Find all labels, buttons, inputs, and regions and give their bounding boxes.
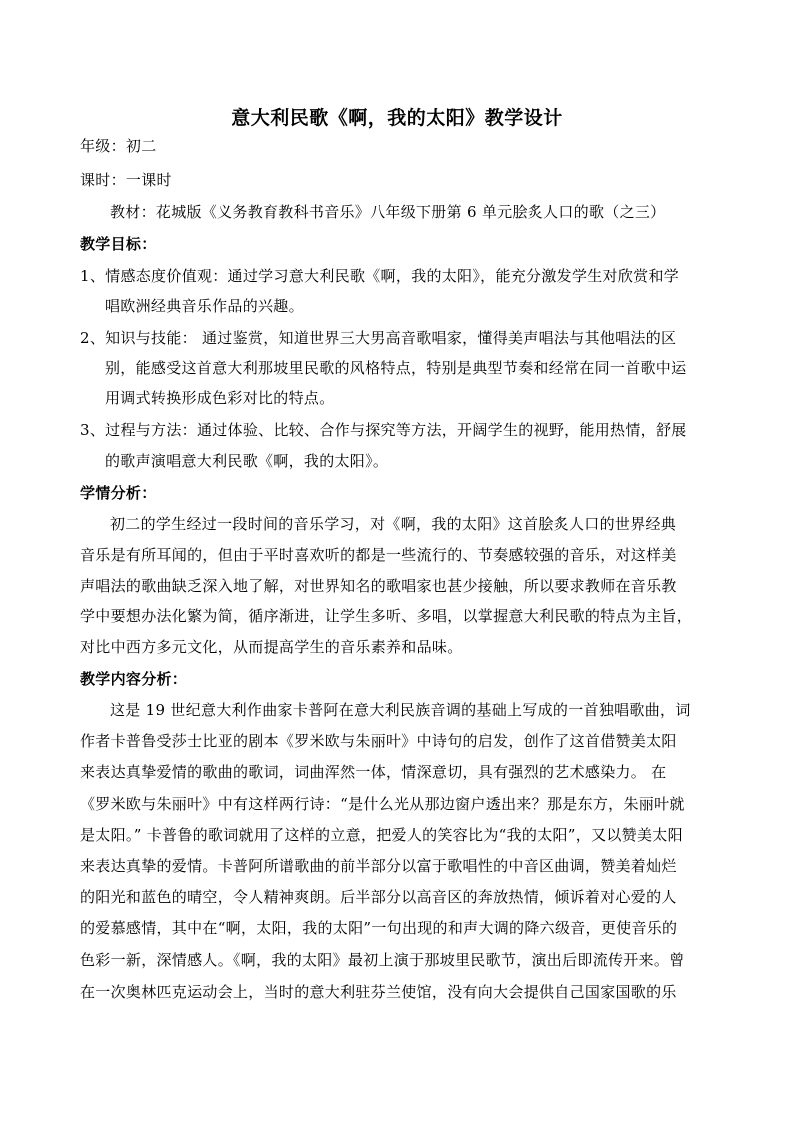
content-line-2: 作者卡普鲁受莎士比亚的剧本《罗米欧与朱丽叶》中诗句的启发，创作了这首借赞美太阳 xyxy=(80,732,677,750)
goal-3-line-2: 的歌声演唱意大利民歌《啊，我的太阳》。 xyxy=(105,452,389,470)
goals-heading: 教学目标： xyxy=(80,235,157,253)
content-line-9: 色彩一新，深情感人。《啊，我的太阳》最初上演于那坡里民歌节，演出后即流传开来。曾 xyxy=(80,951,685,969)
students-line-4: 学中要想办法化繁为简，循序渐进，让学生多听、多唱，以掌握意大利民歌的特点为主旨， xyxy=(80,607,693,625)
goal-2-line-2: 别，能感受这首意大利那坡里民歌的风格特点，特别是典型节奏和经常在同一首歌中运 xyxy=(105,359,687,377)
content-line-3: 来表达真挚爱情的歌曲的歌词，词曲浑然一体，情深意切，具有强烈的艺术感染力。 在 xyxy=(80,763,667,781)
document-title: 意大利民歌《啊，我的太阳》教学设计 xyxy=(231,107,563,129)
goal-1-line-2: 唱欧洲经典音乐作品的兴趣。 xyxy=(105,297,304,315)
students-line-5: 对比中西方多元文化，从而提高学生的音乐素养和品味。 xyxy=(80,638,463,656)
content-line-4: 《罗米欧与朱丽叶》中有这样两行诗：“是什么光从那边窗户透出来？那是东方，朱丽叶就 xyxy=(80,795,685,813)
goal-1-line-1: 1、情感态度价值观：通过学习意大利民歌《啊，我的太阳》，能充分激发学生对欣赏和学 xyxy=(80,267,680,285)
students-heading: 学情分析： xyxy=(80,484,157,502)
students-line-2: 音乐是有所耳闻的，但由于平时喜欢听的都是一些流行的、节奏感较强的音乐，对这样美 xyxy=(80,546,677,564)
textbook-line: 教材：花城版《义务教育教科书音乐》八年级下册第 6 单元脍炙人口的歌（之三） xyxy=(110,203,666,221)
content-line-7: 的阳光和蓝色的晴空，令人精神爽朗。后半部分以高音区的奔放热情，倾诉着对心爱的人 xyxy=(80,888,677,906)
students-line-1: 初二的学生经过一段时间的音乐学习，对《啊，我的太阳》这首脍炙人口的世界经典 xyxy=(110,515,677,533)
students-line-3: 声唱法的歌曲缺乏深入地了解，对世界知名的歌唱家也甚少接触，所以要求教师在音乐教 xyxy=(80,577,677,595)
content-line-8: 的爱慕感情，其中在“啊，太阳，我的太阳”一句出现的和声大调的降六级音，更使音乐的 xyxy=(80,919,678,937)
goal-2-line-3: 用调式转换形成色彩对比的特点。 xyxy=(105,389,335,407)
content-line-10: 在一次奥林匹克运动会上，当时的意大利驻芬兰使馆，没有向大会提供自己国家国歌的乐 xyxy=(80,983,677,1001)
content-line-1: 这是 19 世纪意大利作曲家卡普阿在意大利民族音调的基础上写成的一首独唱歌曲，词 xyxy=(110,701,691,719)
content-line-6: 来表达真挚的爱情。卡普阿所谱歌曲的前半部分以富于歌唱性的中音区曲调，赞美着灿烂 xyxy=(80,857,677,875)
periods-line: 课时：一课时 xyxy=(80,171,172,189)
goal-2-line-1: 2、知识与技能： 通过鉴赏，知道世界三大男高音歌唱家，懂得美声唱法与其他唱法的区 xyxy=(80,329,677,347)
content-line-5: 是太阳。” 卡普鲁的歌词就用了这样的立意，把爱人的笑容比为“我的太阳”，又以赞美太阳 xyxy=(80,826,683,844)
grade-line: 年级：初二 xyxy=(80,137,157,155)
content-heading: 教学内容分析： xyxy=(80,670,188,688)
goal-3-line-1: 3、过程与方法：通过体验、比较、合作与探究等方法，开阔学生的视野，能用热情，舒展 xyxy=(80,421,687,439)
